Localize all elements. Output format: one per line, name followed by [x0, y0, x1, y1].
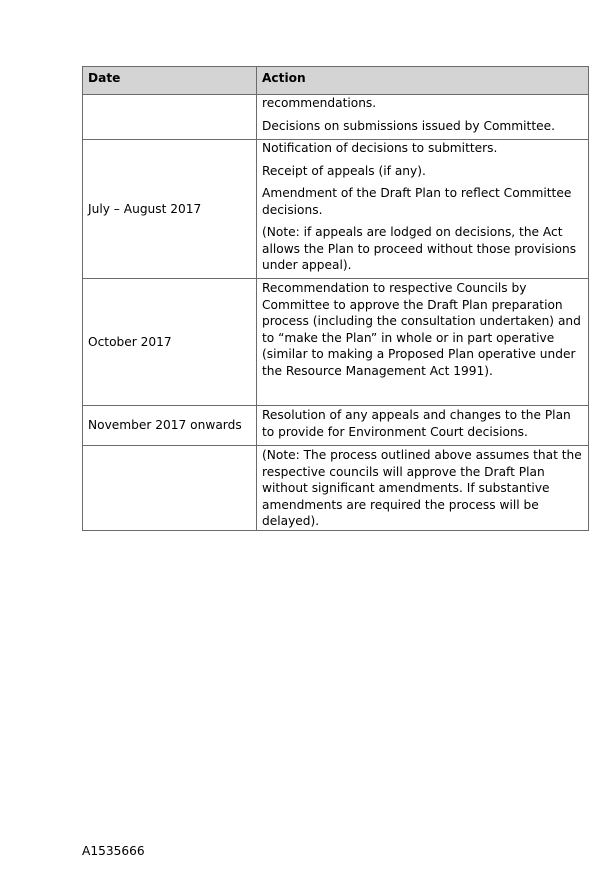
date-cell	[83, 446, 257, 531]
date-cell	[83, 95, 257, 140]
action-cell	[257, 406, 589, 446]
action-text: Resolution of any appeals and changes to the Plan to provide for Environment Court decisions.	[262, 408, 571, 439]
table-row	[83, 95, 589, 140]
schedule-table	[82, 66, 589, 531]
table-header-row	[83, 67, 589, 95]
action-text: recommendations.	[262, 96, 377, 110]
action-cell	[257, 446, 589, 531]
table-row	[83, 446, 589, 531]
table-row	[83, 406, 589, 446]
action-cell	[257, 279, 589, 406]
action-text: Receipt of appeals (if any).	[262, 163, 426, 178]
document-reference: A1535666	[82, 844, 145, 858]
date-cell: November 2017 onwards	[83, 406, 257, 446]
action-text: Amendment of the Draft Plan to reflect Committee decisions.	[262, 186, 572, 217]
action-text: (Note: The process outlined above assumes that the respective councils will approve the Draft Plan without significant amendments. If substantive amendments are required the process will be delayed).	[262, 448, 582, 528]
action-text: Notification of decisions to submitters.	[262, 141, 498, 155]
action-cell	[257, 95, 589, 140]
date-column-header: Date	[83, 67, 257, 95]
date-cell: July – August 2017	[83, 140, 257, 279]
table-row	[83, 140, 589, 279]
action-cell	[257, 140, 589, 279]
table-row	[83, 279, 589, 406]
action-text: Recommendation to respective Councils by Committee to approve the Draft Plan preparation process (including the consultation undertaken) and to “make the Plan” in whole or in part operative (similar to making a Proposed Plan operative under the Resource Management Act 1991).	[262, 281, 581, 378]
action-text: Decisions on submissions issued by Committee.	[262, 118, 555, 133]
action-column-header: Action	[257, 67, 589, 95]
date-cell: October 2017	[83, 279, 257, 406]
action-text: (Note: if appeals are lodged on decisions, the Act allows the Plan to proceed without those provisions under appeal).	[262, 225, 577, 272]
